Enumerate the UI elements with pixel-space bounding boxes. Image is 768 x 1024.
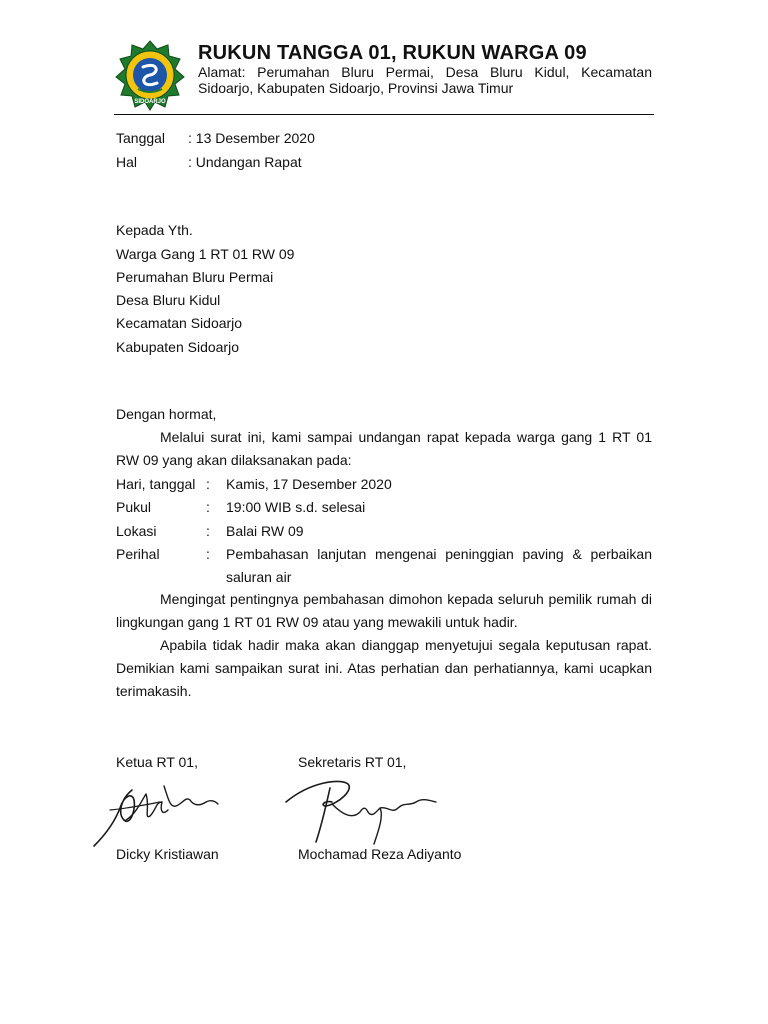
date-value: : 13 Desember 2020 bbox=[188, 130, 315, 146]
detail-value: Kamis, 17 Desember 2020 bbox=[226, 476, 392, 492]
signatory-name: Dicky Kristiawan bbox=[116, 846, 219, 862]
detail-separator: : bbox=[206, 476, 210, 492]
signatory-role: Ketua RT 01, bbox=[116, 754, 198, 770]
subject-label: Hal bbox=[116, 154, 138, 170]
detail-separator: : bbox=[206, 546, 210, 562]
attendance-paragraph: Mengingat pentingnya pembahasan dimohon kepada seluruh pemilik rumah di lingkungan gang 1 RT 01 RW 09 atau yang mewakili untuk hadir. bbox=[116, 591, 652, 630]
detail-value: 19:00 WIB s.d. selesai bbox=[226, 499, 366, 515]
letterhead-divider bbox=[114, 114, 654, 115]
recipient-line: Kabupaten Sidoarjo bbox=[116, 339, 239, 355]
detail-label: Lokasi bbox=[116, 523, 157, 539]
chairman-signature bbox=[90, 780, 220, 850]
recipient-line: Kecamatan Sidoarjo bbox=[116, 315, 243, 331]
greeting: Dengan hormat, bbox=[116, 406, 217, 422]
detail-value-continued: saluran air bbox=[226, 569, 292, 585]
closing-paragraph: Apabila tidak hadir maka akan dianggap menyetujui segala keputusan rapat. Demikian kami sampaikan surat ini. Atas perhatian dan perhatiannya, kami ucapkan terimakasih. bbox=[116, 637, 652, 699]
detail-separator: : bbox=[206, 499, 210, 515]
letterhead-address: Alamat: Perumahan Bluru Permai, Desa Bluru Kidul, Kecamatan Sidoarjo, Kabupaten Sidoarjo, Provinsi Jawa Timur bbox=[198, 64, 652, 96]
recipient-line: Perumahan Bluru Permai bbox=[116, 269, 274, 285]
detail-value: Pembahasan lanjutan mengenai peninggian paving & perbaikan bbox=[226, 546, 652, 562]
recipient-line: Warga Gang 1 RT 01 RW 09 bbox=[116, 246, 295, 262]
svg-text:SIDOARJO: SIDOARJO bbox=[134, 99, 166, 105]
secretary-signature bbox=[280, 772, 440, 850]
detail-value: Balai RW 09 bbox=[226, 523, 304, 539]
detail-label: Pukul bbox=[116, 499, 152, 515]
detail-separator: : bbox=[206, 523, 210, 539]
recipient-line: Kepada Yth. bbox=[116, 222, 193, 238]
subject-value: : Undangan Rapat bbox=[188, 154, 302, 170]
detail-label: Hari, tanggal bbox=[116, 476, 196, 492]
letterhead-title: RUKUN TANGGA 01, RUKUN WARGA 09 bbox=[198, 42, 587, 64]
signatory-name: Mochamad Reza Adiyanto bbox=[298, 846, 462, 862]
date-label: Tanggal bbox=[116, 130, 166, 146]
signatory-role: Sekretaris RT 01, bbox=[298, 754, 407, 770]
intro-paragraph: Melalui surat ini, kami sampai undangan rapat kepada warga gang 1 RT 01 RW 09 yang akan dilaksanakan pada: bbox=[116, 429, 652, 468]
detail-label: Perihal bbox=[116, 546, 160, 562]
recipient-line: Desa Bluru Kidul bbox=[116, 292, 221, 308]
regency-logo bbox=[114, 39, 186, 111]
